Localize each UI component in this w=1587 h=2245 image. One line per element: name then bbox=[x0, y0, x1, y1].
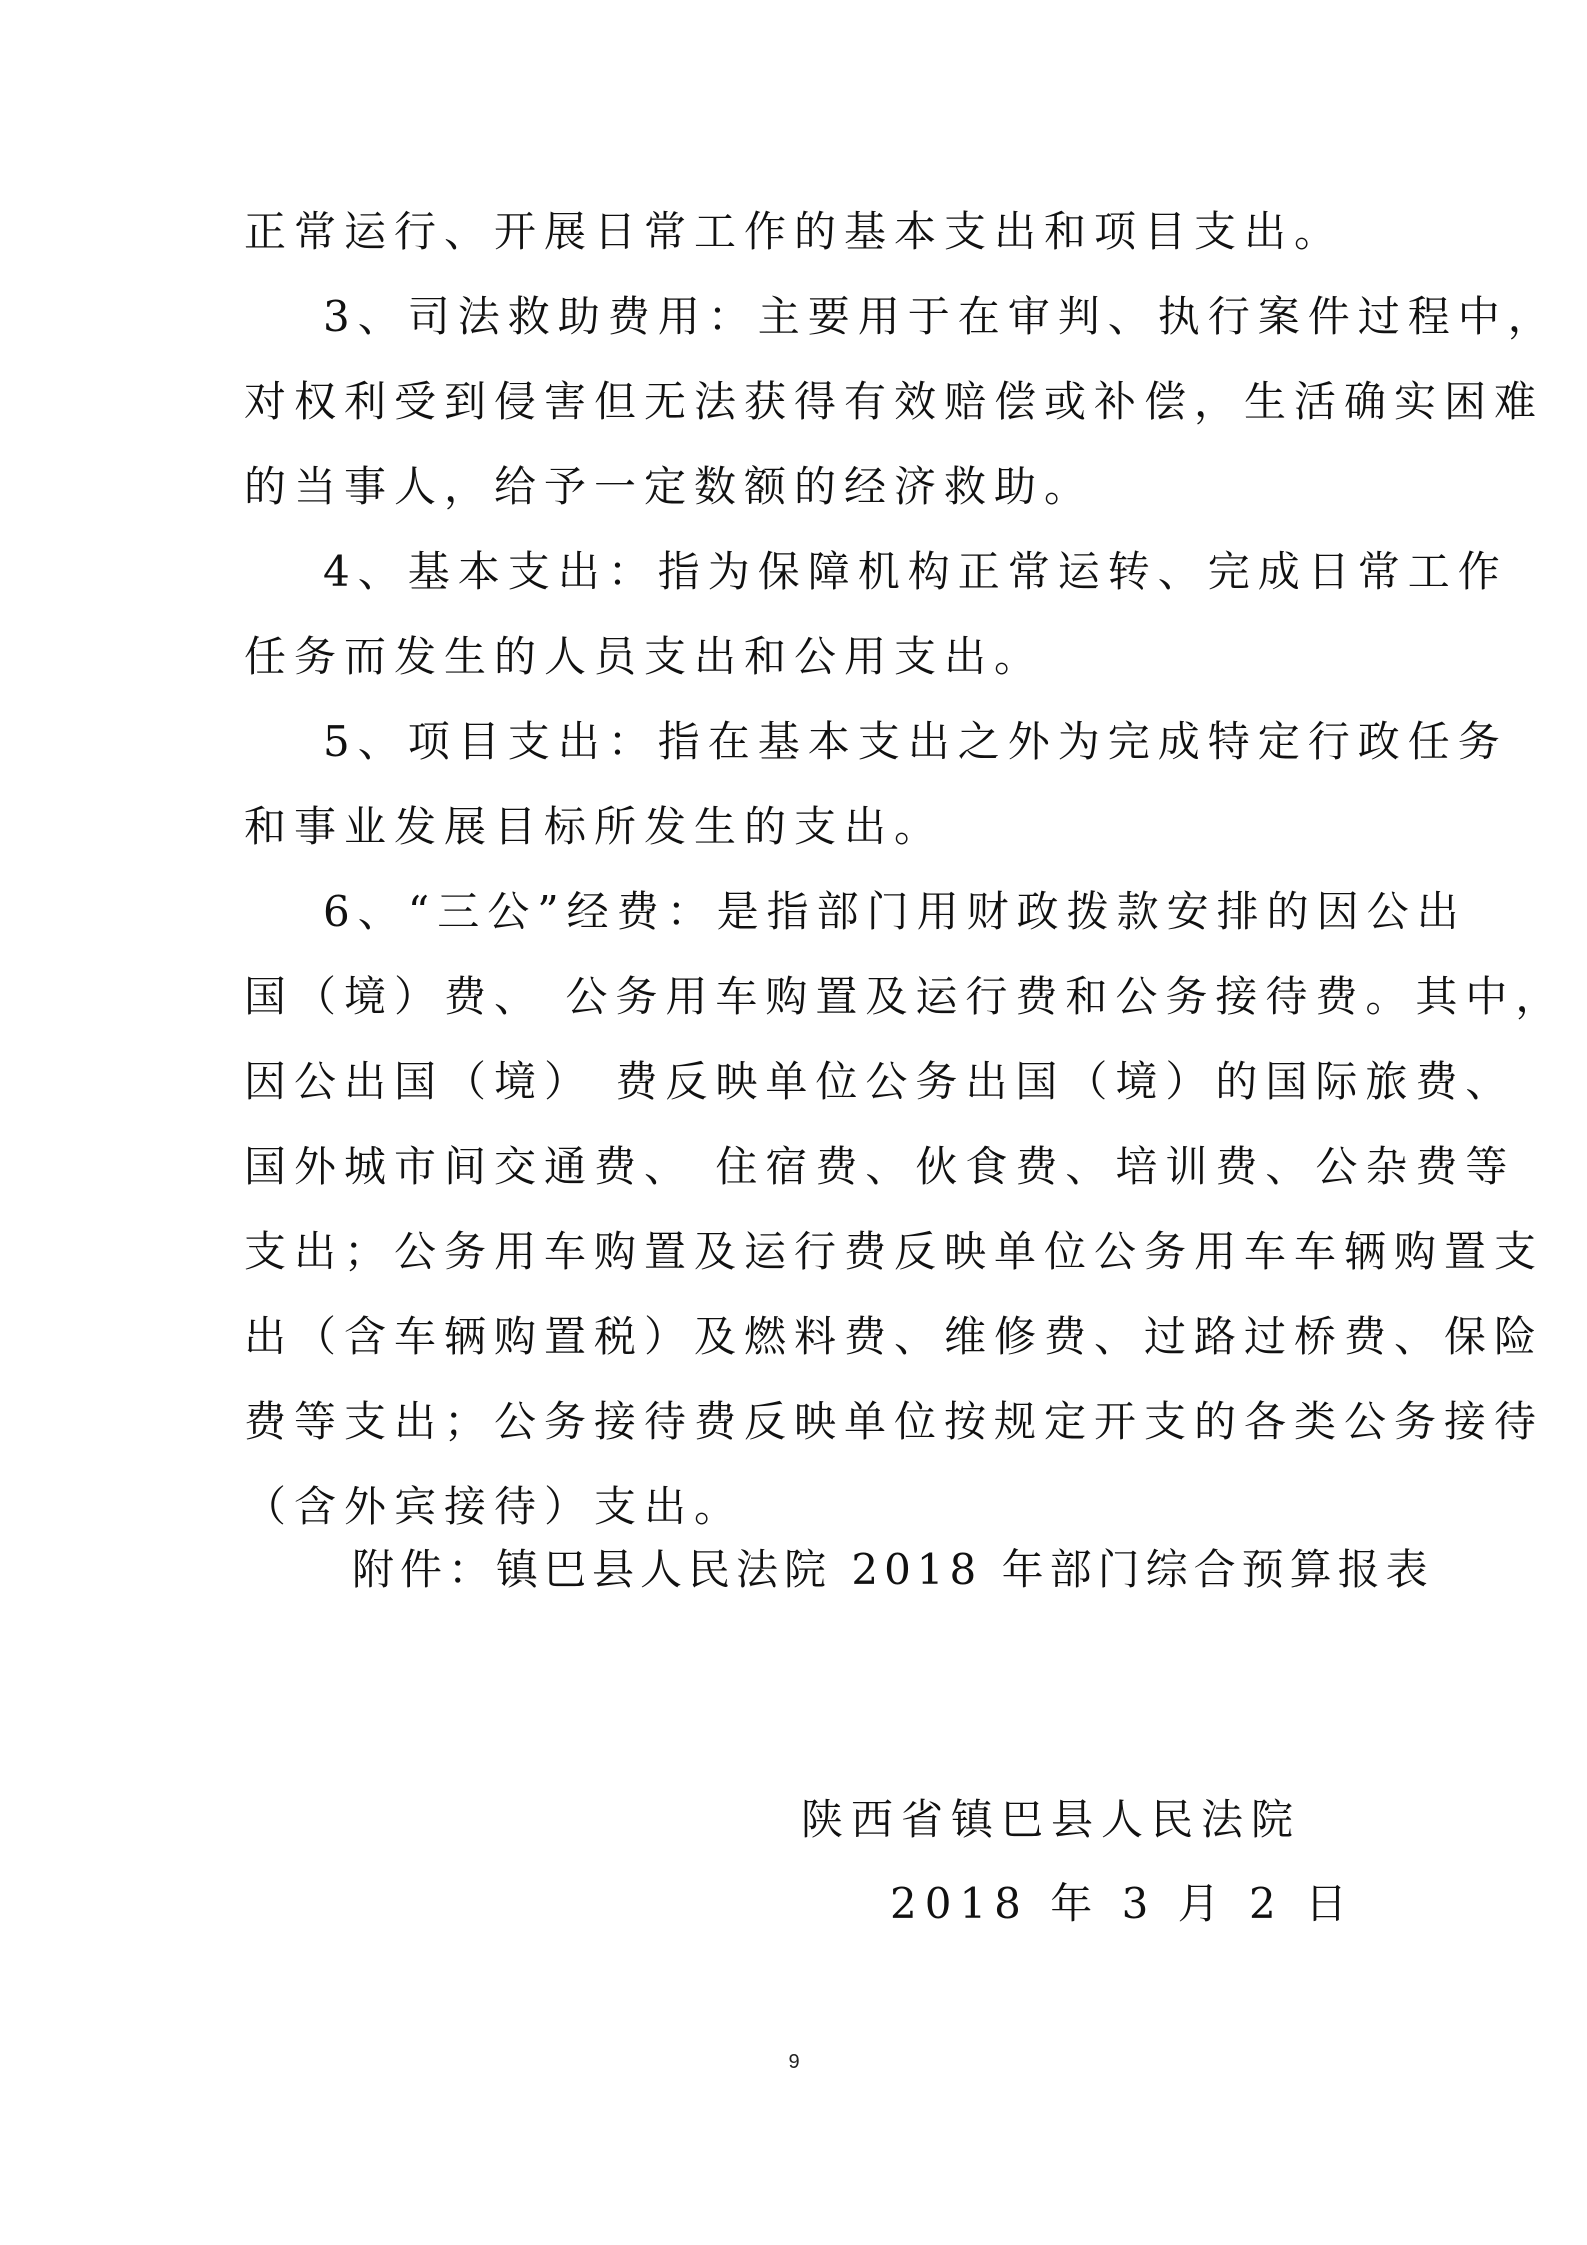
body-text-line: 和事业发展目标所发生的支出。 bbox=[244, 802, 945, 851]
body-text-line: 费等支出；公务接待费反映单位按规定开支的各类公务接待 bbox=[244, 1397, 1545, 1446]
signature-date: 2018 年 3 月 2 日 bbox=[890, 1879, 1356, 1928]
body-text-line: 4、基本支出：指为保障机构正常运转、完成日常工作 bbox=[323, 547, 1508, 596]
signature-organization: 陕西省镇巴县人民法院 bbox=[801, 1795, 1302, 1844]
body-text-line: 因公出国（境） 费反映单位公务出国（境）的国际旅费、 bbox=[244, 1057, 1516, 1106]
body-text-line: 3、司法救助费用：主要用于在审判、执行案件过程中， bbox=[323, 292, 1558, 341]
body-text-line: 国外城市间交通费、 住宿费、伙食费、培训费、公杂费等 bbox=[244, 1142, 1516, 1191]
body-text-line: 的当事人，给予一定数额的经济救助。 bbox=[244, 462, 1095, 511]
body-text-line: 对权利受到侵害但无法获得有效赔偿或补偿，生活确实困难 bbox=[244, 377, 1545, 426]
page-number: 9 bbox=[788, 2051, 800, 2073]
body-text-line: 正常运行、开展日常工作的基本支出和项目支出。 bbox=[244, 207, 1345, 256]
body-text-line: 支出；公务用车购置及运行费反映单位公务用车车辆购置支 bbox=[244, 1227, 1545, 1276]
attachment-note: 附件：镇巴县人民法院 2018 年部门综合预算报表 bbox=[352, 1545, 1434, 1594]
body-text-line: 5、项目支出：指在基本支出之外为完成特定行政任务 bbox=[323, 717, 1508, 766]
body-text-line: 出（含车辆购置税）及燃料费、维修费、过路过桥费、保险 bbox=[244, 1312, 1545, 1361]
body-text-line: 6、“三公”经费：是指部门用财政拨款安排的因公出 bbox=[323, 887, 1467, 936]
body-text-line: 国（境）费、 公务用车购置及运行费和公务接待费。其中， bbox=[244, 972, 1566, 1021]
body-text-line: 任务而发生的人员支出和公用支出。 bbox=[244, 632, 1045, 681]
body-text-line: （含外宾接待）支出。 bbox=[244, 1482, 745, 1531]
